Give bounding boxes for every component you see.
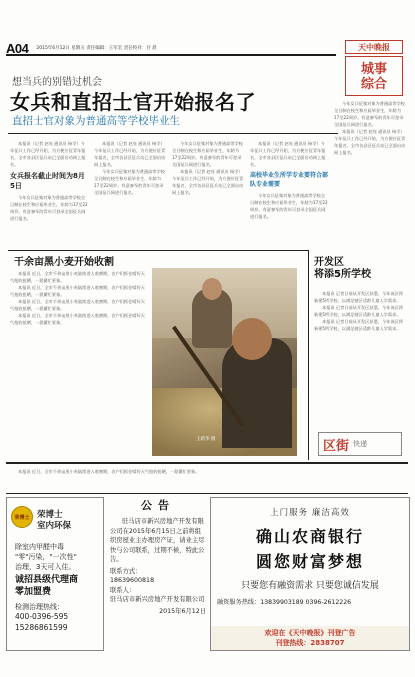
public-notice — [110, 497, 206, 651]
ad-env-name: 荣博士 室内环保 — [37, 510, 72, 531]
devzone-body-2: 本报讯 记者日前从开发区获悉，今年该区将新建5所学校，以满足辖区适龄儿童入学需求。 — [314, 305, 403, 317]
ad-env-tel: 400-0396-595 15286861599 — [15, 612, 69, 632]
side-body-1: 今年女兵征集对象为普通高等学校全日制在校生和应届毕业生，年龄为17至22周岁。有意参军的青年可登录全国征兵网进行报名。 — [334, 101, 405, 127]
divider — [6, 493, 408, 494]
photo-worker-front-head — [232, 318, 272, 360]
bank-slogan: 只要您有融资需求 只要您诚信发展 — [241, 581, 379, 591]
lead-column-4 — [250, 140, 328, 248]
ad-env-tel-head: 检测治理热线： — [15, 603, 64, 611]
feature-body-1: 本报讯 近日，全市千余亩黑小麦陆续进入收割期，农户们抓住晴好天气抢收抢晒，一派繁忙景象。 — [10, 271, 145, 283]
notice-date: 2015年6月12日 — [159, 607, 206, 615]
lead-body-a-cont2: 本报讯（记者 赵亮 通讯员 杨学）今年征兵工作已经开始，为方便应征青年报名，全市各县区征兵站已全面启动网上报名。 — [172, 169, 244, 195]
feature-tail-body: 本报讯 近日，全市千余亩黑小麦陆续进入收割期，农户们抓住晴好天气抢收抢晒，一派繁忙景象。 — [18, 469, 200, 474]
lead-body-b-cont3: 今年女兵征集对象为普通高等学校全日制在校生和应届毕业生，年龄为17至22周岁。有意参军的青年可登录全国征兵网进行报名。 — [250, 193, 328, 219]
ad-environment — [6, 497, 104, 651]
lead-column-2 — [94, 140, 166, 248]
ad-promo-banner: 欢迎在《天中晚报》刊登广告 刊登热线：2838707 — [211, 626, 409, 650]
ad-env-offer: 诚招县级代理商 零加盟费 — [15, 575, 79, 597]
ad-bank — [210, 497, 410, 651]
feature-photo — [152, 268, 297, 456]
lead-body-b: 今年女兵征集对象为普通高等学校全日制在校生和应届毕业生，年龄为17至22周岁。有意参军的青年可登录全国征兵网进行报名。 — [10, 195, 88, 221]
photo-caption: 王新华 摄 — [196, 437, 216, 442]
district-tag-sub: 快递 — [353, 440, 368, 448]
lead-kicker: 想当兵的别错过机会 — [12, 77, 102, 88]
photo-worker-back-head — [202, 278, 222, 300]
feature-body-3: 本报讯 近日，全市千余亩黑小麦陆续进入收割期，农户们抓住晴好天气抢收抢晒，一派繁忙景象。 — [10, 299, 145, 311]
feature-title: 干余亩黑小麦开始收割 — [14, 257, 114, 268]
feature-body-2: 本报讯 近日，全市千余亩黑小麦陆续进入收割期，农户们抓住晴好天气抢收抢晒，一派繁忙景象。 — [10, 285, 145, 297]
bank-tel: 融资服务热线：13839903189 0396-2612226 — [217, 599, 352, 606]
brand-logo-icon: 荣博士 — [11, 506, 33, 528]
lead-subheading-b: 高校毕业生所学专业要符合部队专业需要 — [250, 172, 328, 188]
divider — [8, 133, 338, 134]
lead-body-a-cont3: 本报讯（记者 赵亮 通讯员 杨学）今年征兵工作已经开始，为方便应征青年报名，全市各县区征兵站已全面启动网上报名。 — [250, 141, 326, 167]
lead-column-3 — [172, 140, 244, 248]
lead-column-1 — [10, 140, 88, 248]
bank-title-1: 确山农商银行 — [255, 527, 364, 546]
section-label-text: 城事 综合 — [360, 62, 387, 92]
side-body-2: 本报讯（记者 赵亮 通讯员 杨学）今年征兵工作已经开始，为方便应征青年报名，全市各县区征兵站已全面启动网上报名。 — [334, 129, 406, 155]
devzone-title: 开发区 将添5所学校 — [314, 257, 371, 280]
divider — [8, 250, 308, 251]
devzone-body-1: 本报讯 记者日前从开发区获悉，今年该区将新建5所学校，以满足辖区适龄儿童入学需求。 — [314, 291, 403, 303]
lead-body-b-cont: 今年女兵征集对象为普通高等学校全日制在校生和应届毕业生，年龄为17至22周岁。有意参军的青年可登录全国征兵网进行报名。 — [94, 169, 165, 195]
feature-tail — [10, 468, 300, 492]
lead-subhead: 直招士官对象为普通高等学校毕业生 — [12, 115, 180, 127]
notice-body: 驻马店市新兴房地产开发有限公司在2015年6月15日之前将组织房屋业主办理房产证，请业主尽快与公司联系，过期不候，特此公告。 — [110, 518, 205, 563]
side-column — [334, 100, 406, 248]
lead-subheading-a: 女兵报名截止时间为8月5日 — [10, 172, 85, 190]
district-tag-title: 区街 — [323, 438, 350, 454]
district-tag — [318, 432, 402, 456]
divider — [308, 250, 309, 460]
bank-title-2: 圆您财富梦想 — [255, 552, 364, 571]
lead-body-b-cont2: 今年女兵征集对象为普通高等学校全日制在校生和应届毕业生，年龄为17至22周岁。有意参军的青年可登录全国征兵网进行报名。 — [172, 141, 243, 167]
feature-body-4: 本报讯 近日，全市千余亩黑小麦陆续进入收割期，农户们抓住晴好天气抢收抢晒，一派繁忙景象。 — [10, 313, 145, 325]
devzone-body-3: 本报讯 记者日前从开发区获悉，今年该区将新建5所学校，以满足辖区适龄儿童入学需求。 — [314, 319, 403, 331]
brand-label: 天中晚报 — [345, 40, 403, 54]
ad-env-desc: 除室内甲醛中毒 "零"污染，"一次性" 治理，3天可入住。 — [15, 543, 77, 571]
notice-title: 公告 — [141, 499, 175, 512]
page-meta: 2015年6月12日 星期五 责任编辑：王军宏 责任校对：甘 晨 — [36, 46, 157, 51]
page-number: A04 — [6, 40, 29, 56]
divider — [6, 462, 408, 464]
feature-column-1 — [10, 270, 148, 470]
lead-headline: 女兵和直招士官开始报名了 — [10, 90, 256, 114]
section-label — [345, 56, 403, 96]
lead-body-a: 本报讯（记者 赵亮 通讯员 杨学）今年征兵工作已经开始，为方便应征青年报名，全市各县区征兵站已全面启动网上报名。 — [10, 141, 86, 167]
bank-top: 上门服务 廉洁高效 — [270, 508, 350, 518]
devzone-column — [314, 290, 406, 428]
notice-contact: 联系方式： 18639600818 联系人： 驻马店市新兴房地产开发有限公司 — [110, 567, 205, 603]
lead-body-a-cont: 本报讯（记者 赵亮 通讯员 杨学）今年征兵工作已经开始，为方便应征青年报名，全市各县区征兵站已全面启动网上报名。 — [94, 141, 166, 167]
page-header — [6, 42, 336, 56]
